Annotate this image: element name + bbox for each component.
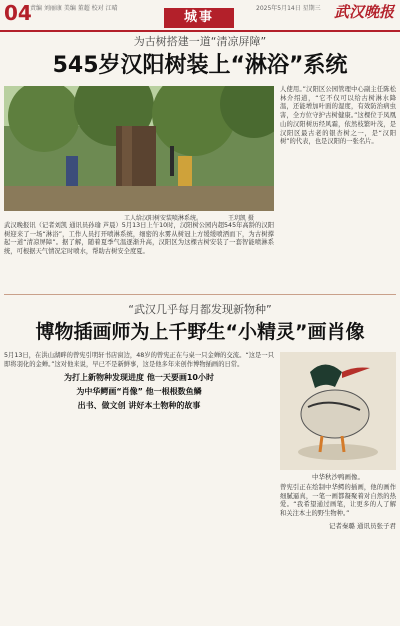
story1-right-text: 人使用。”汉阳区公园管理中心副主任陈松林介绍道，“它不仅可以给古树淋水降温，还能增加叶面的湿度，有效防治病虫害，全方位守护古树健康。”这棵位于凤凰山的汉阳树历经风霜，依然枝繁叶茂，是汉阳区最古老的银杏树之一，是“汉阳树”的代表，也是汉阳的一张名片。 [280,86,396,146]
story1-photo-caption: 工人给汉阳树安装喷淋系统。 [124,215,203,222]
page-header [0,0,400,32]
story1-headline: 545岁汉阳树装上“淋浴”系统 [52,53,348,78]
story2-right-text: 曾宪引正在绘制中华鳄的插画，他的画作细腻逼真，一笔一画都凝聚着对自然的热爱。“我希望通过画笔，让更多的人了解和关注本土的野生物种。” [280,484,396,518]
story2-illustration [280,352,396,470]
page-number: 04 [4,1,32,25]
editors-credit: 责编 刘丽康 美编 董超 校对 江晴 [30,5,118,12]
story1-photo [4,86,274,211]
story2-reporter: 记者秦璐 通讯员张子君 [328,521,396,530]
story1-right-column [280,86,396,147]
story2-subhead-2: 为中华鳄画“肖像” 他一根根数鱼鳞 [76,387,202,397]
section-label: 城事 [164,8,234,28]
story2-subhead-1: 为打上新物种发现进度 他一天要画10小时 [64,373,214,383]
issue-date: 2025年5月14日 星期三 [256,5,321,12]
story2-right-column [280,484,396,530]
story1-body [4,222,274,257]
story2-body-text: 5月13日，在洪山湖畔的曾宪引明轩书店窗边，48岁的曾宪正在与桌一只金蝉的交流。“这是一只即将羽化的金蝉。”这对他来说，早已不是新鲜事，这是他多年来创作博物插画的日常。 [4,352,274,368]
story2-kicker: “武汉几乎每月都发现新物种” [128,303,272,316]
story2-body [4,352,274,414]
story1-kicker: 为古树搭建一道“清凉屏障” [133,35,267,48]
story2-photo-caption: 中华秋沙鸭画像。 [312,473,364,481]
story2-headline: 博物插画师为上千野生“小精灵”画肖像 [35,321,365,343]
section-divider [4,294,396,295]
story2-subhead-3: 出书、做文创 讲好本土物种的故事 [77,401,201,411]
story1-photo-credit: 王玥凯 摄 [228,215,254,222]
masthead-logo: 武汉晚报 [334,3,395,21]
ginkgo-tree-photo-icon [4,86,274,211]
story1-body-text: 武汉晚报讯（记者刘凯 通讯员孙瑜 芦晨）5月13日上午10时，汉阳树公园内超545年高龄的汉阳树迎来了一场“淋浴”，工作人员打开喷淋系统，细密的水雾从树冠上方缓缓喷洒而下，为古树撑起一道“清凉屏障”。据了解，随着夏季气温逐渐升高，汉阳区为这棵古树安装了一套智能喷淋系统，可根据天气情况定时喷水，帮助古树安全度夏。 [4,222,274,256]
merganser-duck-illustration-icon [280,352,396,470]
